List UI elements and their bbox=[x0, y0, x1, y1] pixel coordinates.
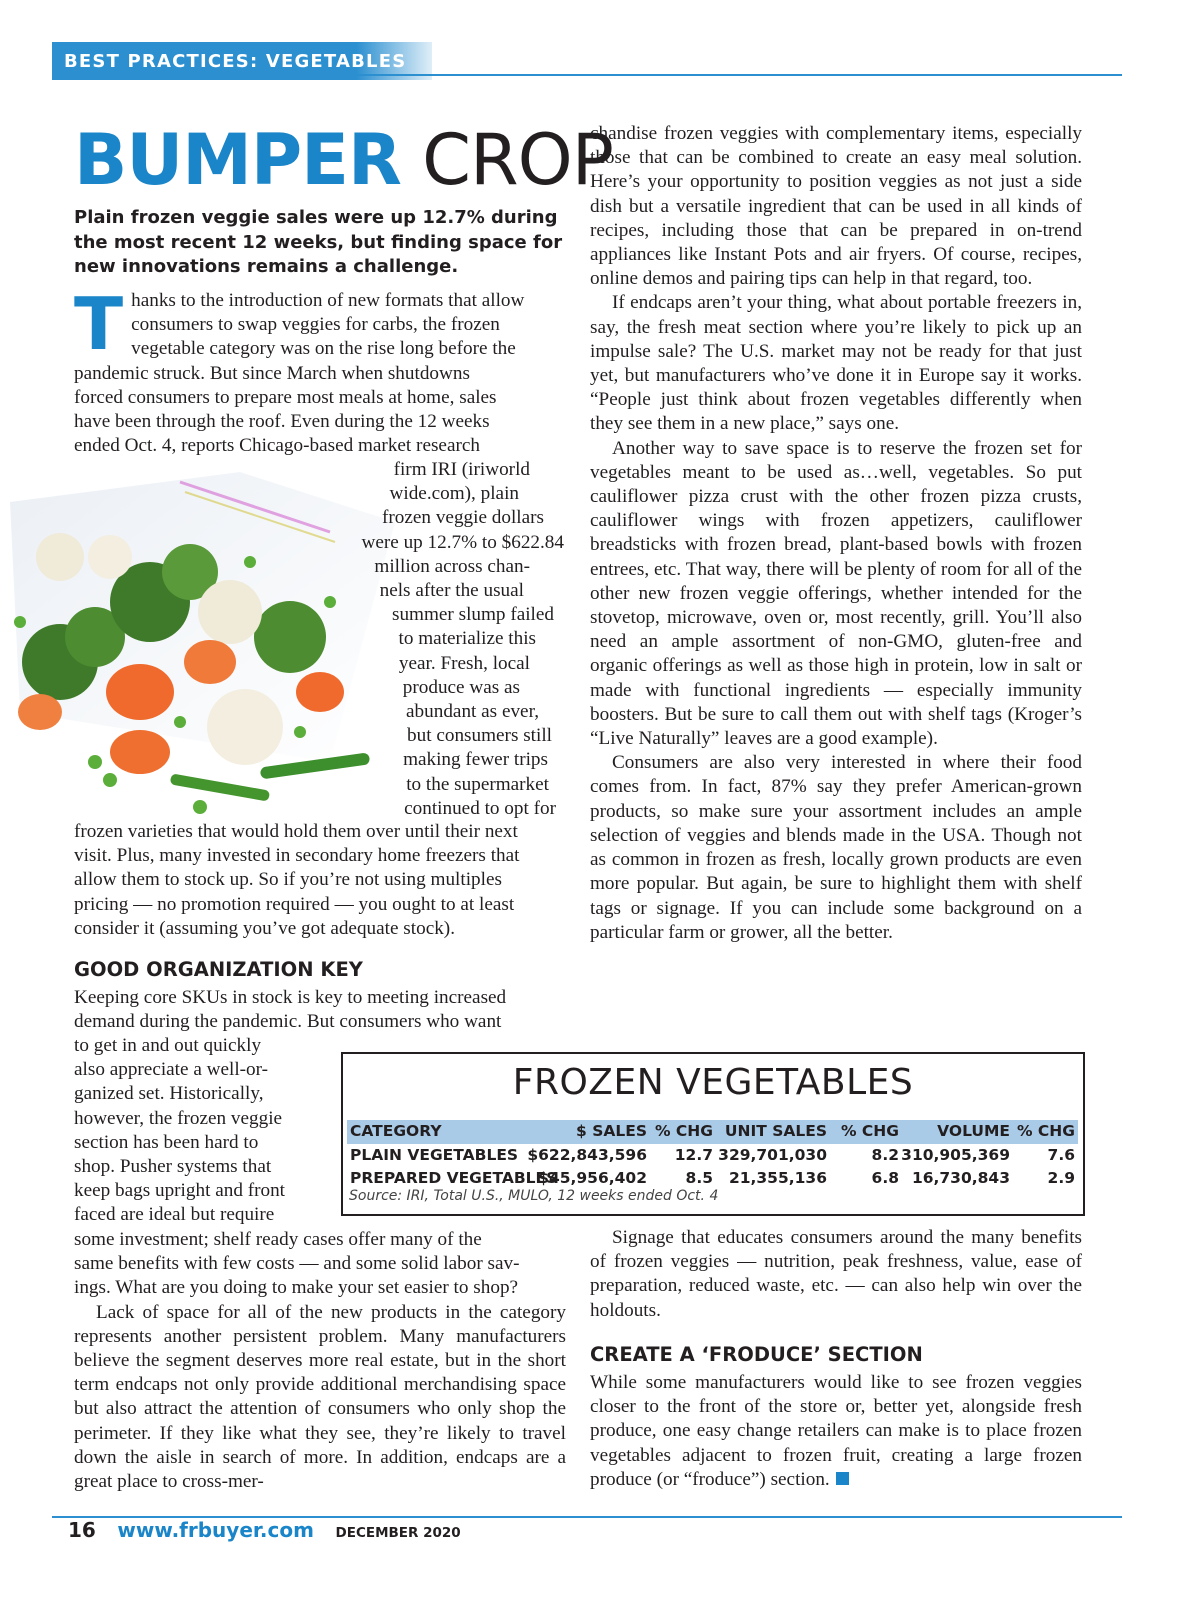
table-title: FROZEN VEGETABLES bbox=[512, 1062, 914, 1103]
text-line: frozen varieties that would hold them over until their next bbox=[74, 821, 518, 842]
text-line: ended Oct. 4, reports Chicago-based market research bbox=[74, 435, 480, 457]
paragraph: Another way to save space is to reserve the frozen set for vegetables meant to be used as…well, vegetables. So put cauliflower pizza crust with the other frozen pizza crusts, cauliflower wings with frozen appetizers, cauliflower breadsticks with frozen bread, plant-based bowls with frozen entrees, etc. That way, there will be plenty of room for all of the other new frozen veggie offerings, whether intended for the stovetop, microwave, oven or, most recently, grill. You’ll also need an ample assortment of non-GMO, gluten-free and organic offerings as well as those high in protein, low in salt or made with functional ingredients — especially immunity boosters. But be sure to call them out with shelf tags (Kroger’s “Live Naturally” leaves are a good example). bbox=[590, 437, 1082, 750]
table-cell: 329,701,030 bbox=[718, 1146, 827, 1164]
text-line: forced consumers to prepare most meals at home, sales bbox=[74, 386, 497, 408]
text-line: continued to opt for bbox=[404, 797, 556, 819]
drop-cap: T bbox=[74, 282, 124, 366]
paragraph-text: While some manufacturers would like to see frozen veggies closer to the front of the store or, better yet, alongside fresh produce, one easy change retailers can make is to place frozen vegetables adjacent to frozen fruit, creating a large frozen produce (or “froduce”) section. bbox=[590, 1372, 1082, 1490]
text-line: pricing — no promotion required — you ought to at least bbox=[74, 893, 515, 915]
left-column-narrow bbox=[74, 1034, 336, 1228]
table-cell: $45,956,402 bbox=[538, 1169, 647, 1187]
section-tag-label: BEST PRACTICES: VEGETABLES bbox=[64, 51, 407, 72]
paragraph: Consumers are also very interested in where their food comes from. In fact, 87% say they prefer American-grown products, so make sure your assortment includes an ample selection of veggies and blends made in the USA. Though not as common in frozen as fresh, locally grown products are even more popular. But again, be sure to highlight them with shelf tags or signage. If you can include some background on a particular farm or grower, all the better. bbox=[590, 752, 1082, 943]
left-column-organization bbox=[74, 986, 574, 1034]
text-line: ings. What are you doing to make your set easier to shop? bbox=[74, 1277, 519, 1299]
text-line: were up 12.7% to $622.84 bbox=[361, 531, 564, 553]
left-column-continued bbox=[74, 820, 574, 941]
text-line: however, the frozen veggie bbox=[74, 1107, 283, 1129]
subhead-good-organization: GOOD ORGANIZATION KEY bbox=[74, 958, 363, 981]
text-line: keep bags upright and front bbox=[74, 1180, 286, 1202]
table-header-cell: % CHG bbox=[841, 1122, 899, 1140]
text-line: some investment; shelf ready cases offer many of the bbox=[74, 1229, 482, 1250]
table-cell: PREPARED VEGETABLES bbox=[350, 1169, 558, 1187]
right-column-top bbox=[590, 122, 1082, 945]
table-cell: 8.2 bbox=[871, 1146, 899, 1164]
left-column-intro bbox=[74, 282, 566, 458]
table-cell: PLAIN VEGETABLES bbox=[350, 1146, 519, 1164]
table-header-cell: CATEGORY bbox=[350, 1122, 442, 1140]
left-column-bottom bbox=[74, 1228, 566, 1494]
page-number: 16 bbox=[68, 1518, 96, 1542]
paragraph: If endcaps aren’t your thing, what about portable freezers in, say, the fresh meat section where you’re likely to pick up an impulse sale? The U.S. market may not be ready for that just yet, but manufacturers who’ve done it in Europe say it works. “People just think about frozen vegetables differently when they see them in a new place,” says one. bbox=[590, 292, 1082, 435]
paragraph: chandise frozen veggies with complementary items, especially those that can be combined to create an easy meal solution. Here’s your opportunity to position veggies as not just a side dish but a versatile ingredient that can be used in all kinds of recipes, including those that can be prepared in on-trend appliances like Instant Pots and air fryers. Of course, recipes, online demos and pairing tips can help in that regard, too. bbox=[590, 123, 1082, 290]
text-line: consider it (assuming you’ve got adequate stock). bbox=[74, 917, 455, 939]
text-line: making fewer trips bbox=[403, 749, 548, 771]
header-rule bbox=[52, 74, 1122, 76]
site-url[interactable]: www.frbuyer.com bbox=[117, 1518, 314, 1542]
title-light: CROP bbox=[422, 119, 613, 201]
frozen-vegetables-table bbox=[341, 1052, 1085, 1216]
text-line: hanks to the introduction of new formats that allow bbox=[131, 290, 525, 311]
text-line: faced are ideal but require bbox=[74, 1204, 275, 1226]
article-title bbox=[74, 120, 613, 200]
text-line: year. Fresh, local bbox=[398, 652, 530, 674]
subhead-froduce: CREATE A ‘FRODUCE’ SECTION bbox=[590, 1343, 923, 1366]
paragraph: Signage that educates consumers around the many benefits of frozen veggies — nutrition, peak freshness, value, ease of preparation, reduced waste, etc. — can also help win over the holdouts. bbox=[590, 1227, 1082, 1321]
table-cell: 6.8 bbox=[871, 1169, 899, 1187]
text-line: section has been hard to bbox=[74, 1131, 259, 1153]
text-line: pandemic struck. But since March when shutdowns bbox=[74, 362, 470, 384]
paragraph: Lack of space for all of the new products in the category represents another persistent problem. Many manufacturers believe the segment deserves more real estate, but in the short term endcaps not only provide additional merchandising space but also attract the attention of consumers who only shop the perimeter. If they like what they see, they’re likely to travel down the aisle in search of more. In addition, endcaps are a great place to cross-mer- bbox=[74, 1301, 566, 1493]
text-line: also appreciate a well-or- bbox=[74, 1059, 269, 1081]
text-line: summer slump failed bbox=[392, 604, 554, 626]
title-bold: BUMPER bbox=[74, 119, 401, 201]
table-cell: 12.7 bbox=[674, 1146, 713, 1164]
text-line: nels after the usual bbox=[379, 580, 524, 602]
text-line: million across chan- bbox=[374, 555, 530, 577]
intro-lines bbox=[74, 282, 566, 458]
text-line: demand during the pandemic. But consumers who want bbox=[74, 1011, 502, 1033]
text-line: firm IRI (iriworld bbox=[393, 459, 530, 480]
table-header-cell: % CHG bbox=[1017, 1122, 1075, 1140]
table-cell: 8.5 bbox=[685, 1169, 713, 1187]
text-line: to get in and out quickly bbox=[74, 1035, 262, 1056]
text-line: to materialize this bbox=[398, 628, 536, 650]
text-line: same benefits with few costs — and some solid labor sav- bbox=[74, 1253, 520, 1275]
text-line: visit. Plus, many invested in secondary home freezers that bbox=[74, 845, 520, 867]
text-line: frozen veggie dollars bbox=[382, 507, 544, 529]
text-line: vegetable category was on the rise long before the bbox=[131, 338, 516, 360]
page-footer bbox=[68, 1518, 461, 1542]
text-line: to the supermarket bbox=[406, 773, 549, 795]
table-cell: 21,355,136 bbox=[728, 1169, 827, 1187]
table-cell: 16,730,843 bbox=[911, 1169, 1010, 1187]
text-line: wide.com), plain bbox=[389, 483, 519, 505]
right-column-final bbox=[590, 1371, 1082, 1492]
text-line: abundant as ever, bbox=[406, 701, 539, 723]
text-line: ganized set. Historically, bbox=[74, 1083, 264, 1105]
table-cell: 310,905,369 bbox=[901, 1146, 1010, 1164]
table-header-cell: % CHG bbox=[655, 1122, 713, 1140]
article-dek: Plain frozen veggie sales were up 12.7% during the most recent 12 weeks, but finding space for new innovations remains a challenge. bbox=[74, 207, 563, 277]
text-line: shop. Pusher systems that bbox=[74, 1156, 272, 1178]
end-mark-icon bbox=[836, 1472, 849, 1485]
paragraph bbox=[590, 1371, 1082, 1492]
text-line: have been through the roof. Even during the 12 weeks bbox=[74, 411, 490, 433]
text-line: Keeping core SKUs in stock is key to meeting increased bbox=[74, 987, 507, 1008]
table-header-cell: VOLUME bbox=[937, 1122, 1010, 1140]
issue-date: DECEMBER 2020 bbox=[335, 1525, 461, 1541]
photo-wrap-text bbox=[330, 458, 564, 821]
table-cell: 2.9 bbox=[1047, 1169, 1075, 1187]
table-header-cell: UNIT SALES bbox=[724, 1122, 827, 1140]
table-header-cell: $ SALES bbox=[576, 1122, 647, 1140]
right-column-bottom bbox=[590, 1226, 1082, 1323]
table-cell: 7.6 bbox=[1047, 1146, 1075, 1164]
table-source: Source: IRI, Total U.S., MULO, 12 weeks ended Oct. 4 bbox=[349, 1188, 719, 1204]
table-cell: $622,843,596 bbox=[527, 1146, 647, 1164]
text-line: consumers to swap veggies for carbs, the frozen bbox=[131, 314, 500, 336]
text-line: allow them to stock up. So if you’re not using multiples bbox=[74, 869, 502, 891]
text-line: produce was as bbox=[402, 676, 520, 698]
text-line: but consumers still bbox=[407, 725, 552, 747]
